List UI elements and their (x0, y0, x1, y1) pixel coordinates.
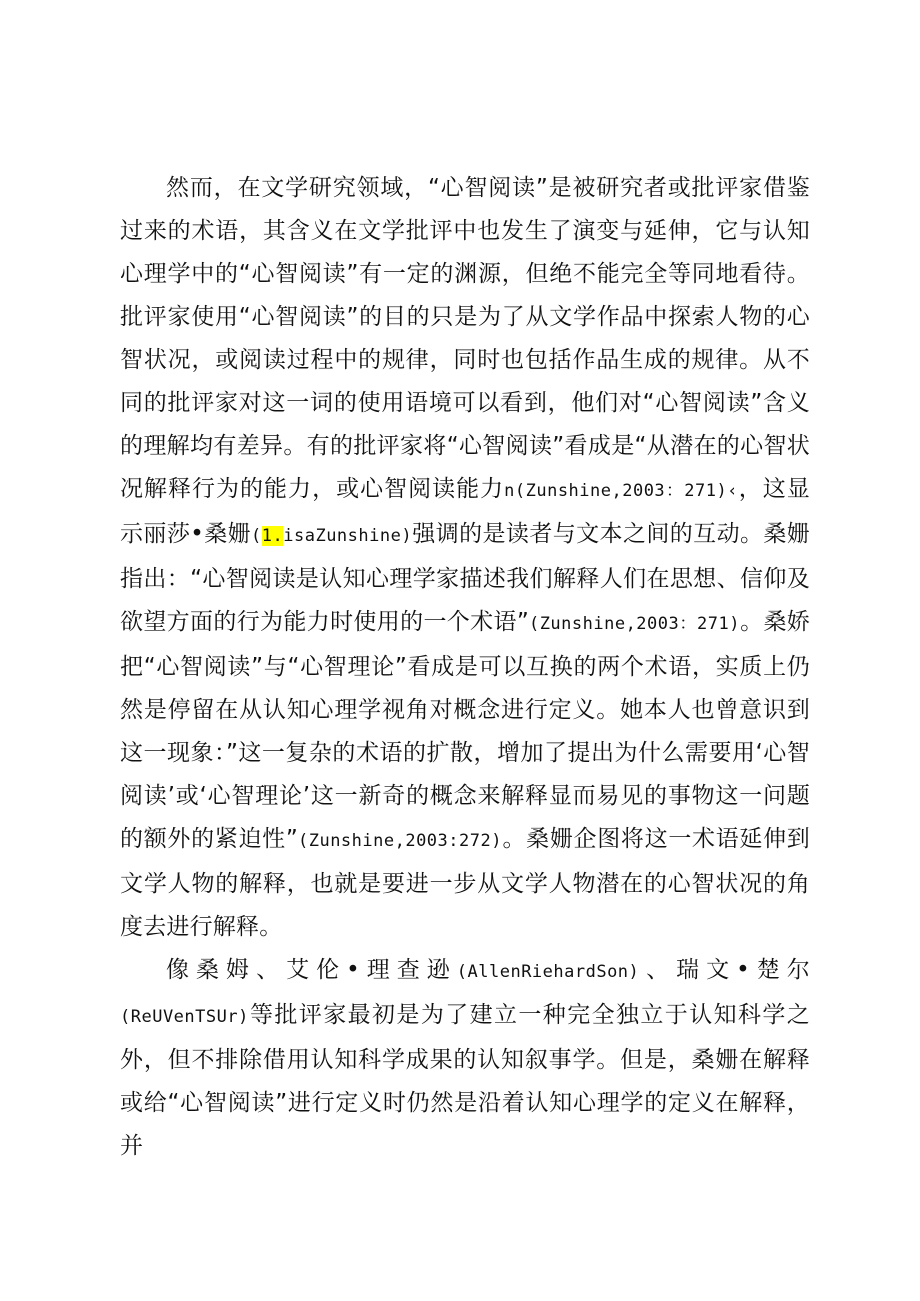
text-run: 。桑娇把“心智阅读”与“心智理论”看成是可以互换的两个术语，实质上仍然是停留在从认知心理学视角对概念进行定义。她本人也曾意识到这一现象：”这一复杂的术语的扩散，增加了提出为什么需要用‘心智阅读’或‘心智理论’这一新奇的概念来解释显而易见的事物这一问题的额外的紧迫性” (120, 609, 810, 852)
latin-name: (ReUVenTSUr) (120, 1007, 249, 1027)
citation: (Zunshine,2003:272) (297, 831, 502, 851)
text-run: 。桑姗企图将这一术语延伸到文学人物的解释，也就是要进一步从文学人物潜在的心智状况的角度去进行解释。 (120, 826, 810, 940)
text-run: 像桑姆、艾伦•理查逊 (166, 957, 457, 983)
document-page (120, 167, 810, 1168)
highlighted-text: 1. (261, 526, 284, 546)
text-run: ，这显示丽莎•桑姗 (120, 476, 810, 547)
paragraph-2 (120, 949, 810, 1168)
citation: (Zunshine,2003：271) (528, 614, 740, 634)
citation: n(Zunshine,2003：271)‹ (504, 481, 738, 501)
latin-name: (AllenRiehardSon) (456, 962, 640, 982)
text-run: 强调的是读者与文本之间的互动。桑姗指出：“心智阅读是认知心理学家描述我们解释人们在思想、信仰及欲望方面的行为能力时使用的一个术语” (120, 521, 810, 635)
text-run: 然而，在文学研究领域，“心智阅读”是被研究者或批评家借鉴过来的术语，其含义在文学批评中也发生了演变与延伸，它与认知心理学中的“心智阅读”有一定的渊源，但绝不能完全等同地看待。批评家使用“心智阅读”的目的只是为了从文学作品中探索人物的心智状况，或阅读过程中的规律，同时也包括作品生成的规律。从不同的批评家对这一词的使用语境可以看到，他们对“心智阅读”含义的理解均有差异。有的批评家将“心智阅读”看成是“从潜在的心智状况解释行为的能力，或心智阅读能力 (120, 175, 810, 502)
text-run: 、瑞文•楚尔 (639, 957, 810, 983)
paragraph-1 (120, 167, 810, 949)
text-run: 等批评家最初是为了建立一种完全独立于认知科学之外，但不排除借用认知科学成果的认知叙事学。但是，桑姗在解释或给“心智阅读”进行定义时仍然是沿着认知心理学的定义在解释，并 (120, 1002, 810, 1159)
latin-name: isaZunshine) (283, 526, 413, 546)
latin-name-open: ( (251, 526, 262, 546)
